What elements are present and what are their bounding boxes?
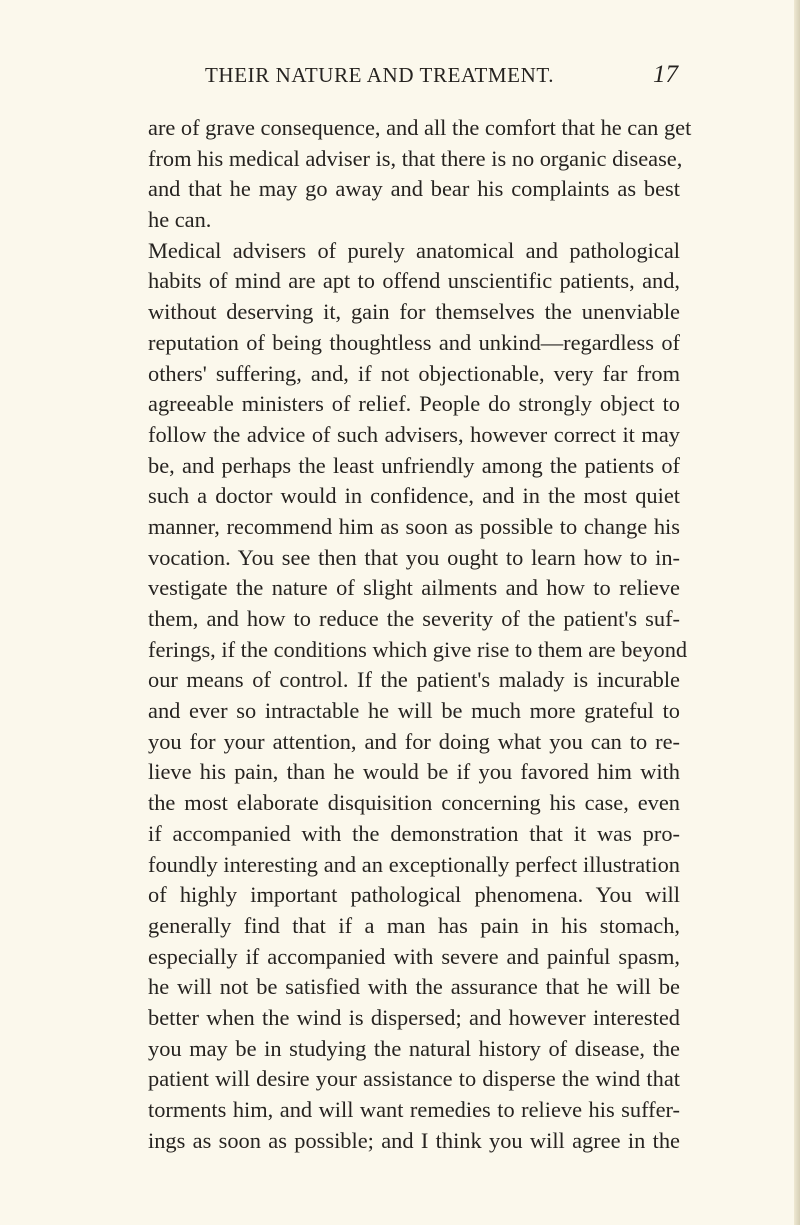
- text-line: follow the advice of such advisers, however correct it may: [148, 421, 680, 447]
- text-line: them, and how to reduce the severity of the patient's suf-: [148, 606, 680, 631]
- text-line: without deserving it, gain for themselves the unenviable: [148, 299, 680, 325]
- text-line: others' suffering, and, if not objectionable, very far from: [148, 360, 680, 386]
- page-number: 17: [653, 61, 678, 88]
- text-line: generally find that if a man has pain in his stomach,: [148, 912, 680, 938]
- text-line: manner, recommend him as soon as possible to change his: [148, 513, 680, 539]
- text-line: such a doctor would in confidence, and in the most quiet: [148, 483, 680, 509]
- text-line: foundly interesting and an exceptionally perfect illustration: [148, 851, 680, 877]
- text-line: if accompanied with the demonstration that it was pro-: [148, 820, 680, 846]
- text-line: ings as soon as possible; and I think you will agree in the: [148, 1127, 680, 1153]
- text-line: agreeable ministers of relief. People do strongly object to: [148, 391, 680, 417]
- text-line: especially if accompanied with severe and painful spasm,: [148, 943, 680, 969]
- text-line: ferings, if the conditions which give rise to them are beyond: [148, 636, 688, 662]
- text-line: torments him, and will want remedies to relieve his suffer-: [148, 1097, 680, 1122]
- text-line: of highly important pathological phenomena. You will: [148, 882, 680, 908]
- text-line: and ever so intractable he will be much more grateful to: [148, 698, 680, 724]
- text-line: the most elaborate disquisition concerning his case, even: [148, 790, 680, 816]
- page-edge: [794, 0, 800, 1225]
- text-line: you for your attention, and for doing what you can to re-: [148, 728, 680, 754]
- text-line: vestigate the nature of slight ailments and how to relieve: [148, 575, 680, 601]
- text-line: are of grave consequence, and all the comfort that he can get: [148, 115, 692, 140]
- text-line: Medical advisers of purely anatomical and pathological: [148, 237, 680, 263]
- text-line: from his medical adviser is, that there is no organic disease,: [148, 145, 683, 171]
- body-text: [148, 113, 692, 1156]
- text-line: habits of mind are apt to offend unscientific patients, and,: [148, 268, 680, 294]
- text-line: he will not be satisfied with the assurance that he will be: [148, 974, 680, 1000]
- page-header: [148, 58, 678, 92]
- text-line: and that he may go away and bear his complaints as best: [148, 176, 680, 202]
- text-line: patient will desire your assistance to disperse the wind that: [148, 1066, 680, 1092]
- text-line: our means of control. If the patient's malady is incurable: [148, 667, 680, 693]
- text-line: you may be in studying the natural history of disease, the: [148, 1035, 680, 1061]
- text-line: lieve his pain, than he would be if you favored him with: [148, 759, 680, 785]
- text-line: vocation. You see then that you ought to learn how to in-: [148, 544, 680, 570]
- text-line: he can.: [148, 207, 212, 233]
- text-line: better when the wind is dispersed; and however interested: [148, 1004, 680, 1030]
- text-line: be, and perhaps the least unfriendly among the patients of: [148, 452, 680, 478]
- text-line: reputation of being thoughtless and unkind—regardless of: [148, 329, 680, 355]
- running-head: THEIR NATURE AND TREATMENT.: [205, 63, 555, 87]
